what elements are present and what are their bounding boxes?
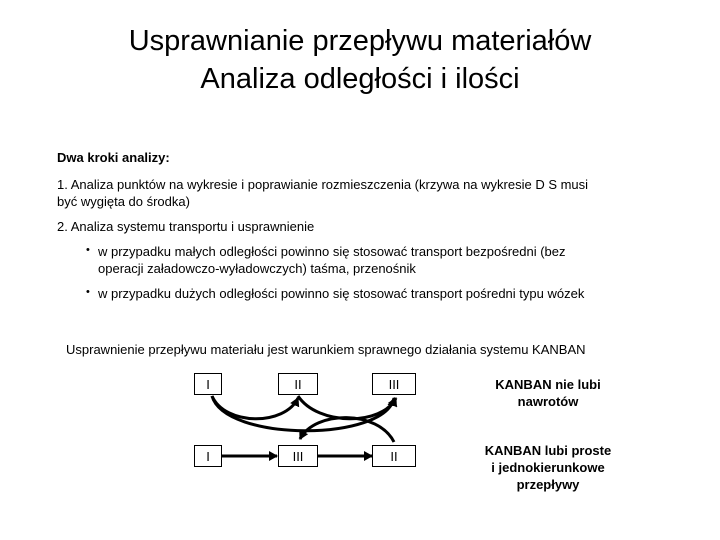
step-1-line-1: 1. Analiza punktów na wykresie i poprawianie rozmieszczenia (krzywa na wykresie D S musi [57, 177, 589, 192]
arrow-row1-i-to-ii [212, 396, 298, 419]
station-box: III [278, 445, 318, 467]
station-box: II [278, 373, 318, 395]
steps-heading: Dwa kroki analizy: [57, 150, 170, 165]
bullet-2: w przypadku dużych odległości powinno się stosować transport pośredni typu wózek [98, 286, 585, 301]
bullet-1-line-1: w przypadku małych odległości powinno się stosować transport bezpośredni (bez [98, 244, 566, 259]
note-no-loops-line-1: KANBAN nie lubi [495, 377, 601, 392]
station-box: III [372, 373, 416, 395]
note-straight-flows-line-1: KANBAN lubi proste [484, 443, 612, 458]
station-box: I [194, 445, 222, 467]
kanban-caption: Usprawnienie przepływu materiału jest warunkiem sprawnego działania systemu KANBAN [66, 342, 586, 357]
step-2: 2. Analiza systemu transportu i usprawnienie [57, 219, 315, 234]
bullet-1-line-2: operacji załadowczo-wyładowczych) taśma, przenośnik [98, 261, 416, 276]
title-line-2: Analiza odległości i ilości [200, 63, 520, 95]
station-box: II [372, 445, 416, 467]
bullet-1-marker: • [86, 244, 90, 256]
bullet-2-marker: • [86, 286, 90, 298]
note-straight-flows-line-2: i jednokierunkowe [491, 460, 605, 475]
title-line-1: Usprawnianie przepływu materiałów [128, 25, 592, 57]
station-box: I [194, 373, 222, 395]
note-straight-flows-line-3: przepływy [516, 477, 580, 492]
note-no-loops-line-2: nawrotów [517, 394, 579, 409]
step-1-line-2: być wygięta do środka) [57, 194, 190, 209]
